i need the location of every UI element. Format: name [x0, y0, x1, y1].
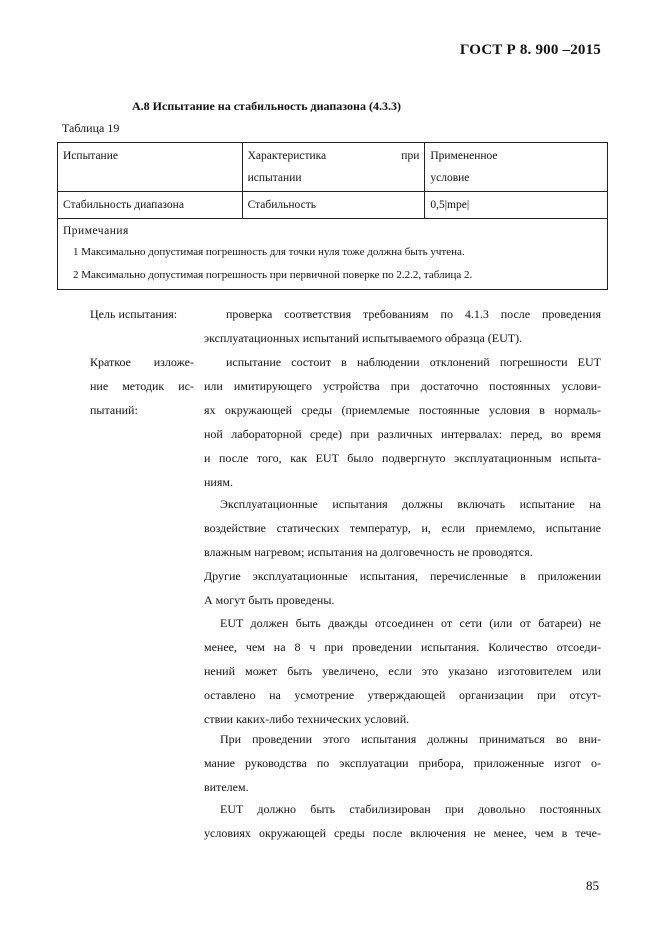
header-condition-word1: Примененное — [430, 150, 498, 162]
method-paragraph-2 — [204, 492, 601, 564]
note-item-1: 1 Максимально допустимая погрешность для точки нуля тоже должна быть учтена. — [73, 246, 465, 258]
page-number: 85 — [586, 878, 599, 893]
p1-line-5: и после того, как EUT было подвергнуто эксплуатационным испыта- — [204, 451, 601, 465]
header-characteristic-word3: испытании — [247, 172, 302, 184]
cell-condition: 0,5|mpe| — [425, 192, 608, 219]
p4-line-1: EUT должен быть дважды отсоединен от сети (или от батареи) не — [220, 616, 601, 630]
purpose-line-1: проверка соответствия требованиям по 4.1.3 после проведения — [226, 307, 601, 321]
p1-line-6: ниям. — [204, 475, 233, 489]
header-cell-test — [58, 143, 243, 192]
header-condition-word2: условие — [430, 172, 470, 184]
purpose-text — [204, 302, 601, 350]
standard-number: ГОСТ Р 8. 900 –2015 — [459, 42, 601, 58]
p6-line-2: условиях окружающей среды после включения не менее, чем в тече- — [204, 826, 601, 840]
cell-test: Стабильность диапазона — [58, 192, 243, 219]
purpose-label: Цель испытания: — [90, 307, 178, 321]
p5-line-1: При проведении этого испытания должны приниматься во вни- — [220, 732, 601, 746]
table-caption: Таблица 19 — [62, 121, 120, 135]
p3-line-1: Другие эксплуатационные испытания, перечисленные в приложении — [204, 569, 601, 583]
table-notes — [58, 219, 608, 290]
method-paragraph-3 — [204, 564, 601, 612]
header-cell-condition — [425, 143, 608, 192]
p4-line-4: оставлено на усмотрение утверждающей организации при отсут- — [204, 688, 601, 702]
purpose-line-2: эксплуатационных испытаний испытываемого образца (EUT). — [204, 331, 523, 345]
p5-line-3: вителем. — [204, 780, 249, 794]
method-paragraph-5 — [204, 727, 601, 799]
cell-characteristic: Стабильность — [242, 192, 425, 219]
method-label-line-1: Краткое изложе- — [90, 355, 194, 369]
p1-line-4: ной лабораторной среде) при различных интервалах: перед, во время — [204, 427, 601, 441]
p6-line-1: EUT должно быть стабилизирован при довольно постоянных — [220, 802, 601, 816]
method-label-line-3: пытаний: — [90, 403, 138, 417]
method-paragraph-1 — [204, 350, 601, 494]
method-paragraph-6 — [204, 797, 601, 845]
method-label-line-2: ние методик ис- — [90, 379, 194, 393]
p1-line-1: испытание состоит в наблюдении отклонений погрешности EUT — [226, 355, 601, 369]
table-19 — [57, 142, 608, 290]
method-label — [90, 350, 194, 422]
p2-line-2: воздействие статических температур, и, если приемлемо, испытание — [204, 521, 601, 535]
table-notes-row — [58, 219, 608, 290]
section-title: А.8 Испытание на стабильность диапазона (4.3.3) — [132, 99, 401, 113]
p4-line-3: нений может быть увеличено, если это указано изготовителем или — [204, 664, 601, 678]
table-header-row — [58, 143, 608, 192]
header-characteristic-word2: при — [401, 150, 420, 162]
header-cell-characteristic — [242, 143, 425, 192]
header-characteristic-word1: Характеристика — [247, 150, 327, 162]
header-test-label: Испытание — [63, 150, 118, 162]
note-item-2: 2 Максимально допустимая погрешность при первичной поверке по 2.2.2, таблица 2. — [73, 269, 473, 281]
p4-line-5: ствии каких-либо технических условий. — [204, 712, 410, 726]
p2-line-3: влажным нагревом; испытания на долговечность не проводятся. — [204, 545, 533, 559]
p5-line-2: мание руководства по эксплуатации прибора, приложенные изгот о- — [204, 756, 601, 770]
table-row — [58, 192, 608, 219]
p1-line-2: или имитирующего устройства при достаточно постоянных услови- — [204, 379, 601, 393]
p2-line-1: Эксплуатационные испытания должны включать испытание на — [220, 497, 601, 511]
method-paragraph-4 — [204, 611, 601, 731]
p1-line-3: ях окружающей среды (приемлемые постоянные условия в нормаль- — [204, 403, 601, 417]
p3-line-2: А могут быть проведены. — [204, 593, 335, 607]
p4-line-2: менее, чем на 8 ч при проведении испытания. Количество отсоеди- — [204, 640, 601, 654]
notes-title: Примечания — [63, 225, 129, 237]
